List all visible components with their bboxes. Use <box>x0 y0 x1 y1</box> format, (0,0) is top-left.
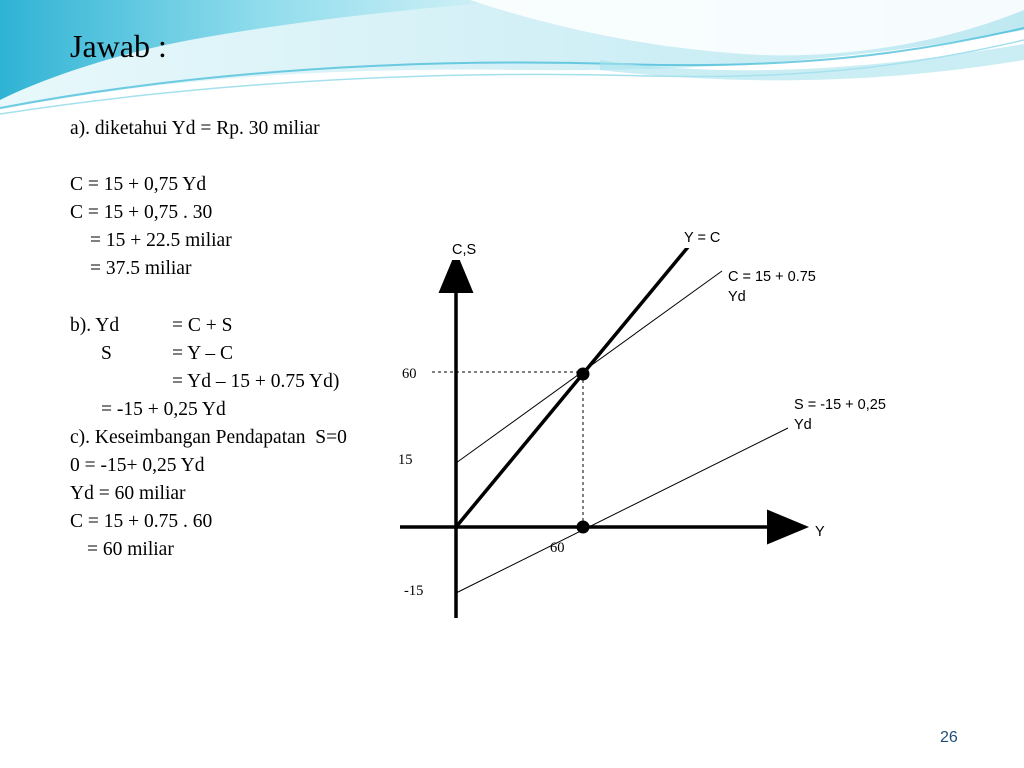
equilibrium-point <box>577 368 590 381</box>
equilibrium-income: Yd = 60 miliar <box>70 483 186 504</box>
slide-title: Jawab : <box>70 28 167 64</box>
line-saving <box>456 428 788 593</box>
page-number: 26 <box>940 729 958 746</box>
equilibrium-consumption: C = 15 + 0.75 . 60 <box>70 511 213 532</box>
line-y-equals-c-label: Y = C <box>684 228 732 248</box>
line-saving-label: S = -15 + 0,25 Yd <box>794 395 928 435</box>
answer-b-left: b). Yd <box>70 315 120 336</box>
tick-x-60: 60 <box>550 540 565 556</box>
answer-a-given: a). diketahui Yd = Rp. 30 miliar <box>70 118 320 139</box>
answer-c-heading: c). Keseimbangan Pendapatan S=0 <box>70 427 347 448</box>
tick-y-neg15: -15 <box>404 583 424 599</box>
line-consumption-label: C = 15 + 0.75 Yd <box>728 267 838 307</box>
consumption-formula: C = 15 + 0,75 Yd <box>70 174 207 195</box>
line-consumption <box>456 271 722 463</box>
saving-formula: = -15 + 0,25 Yd <box>101 399 226 420</box>
answer-b-right: = C + S <box>172 315 233 336</box>
saving-right: = Y – C <box>172 343 234 364</box>
tick-y-60: 60 <box>402 366 417 382</box>
consumption-substitution: C = 15 + 0,75 . 30 <box>70 202 213 223</box>
equilibrium-eq: 0 = -15+ 0,25 Yd <box>70 455 205 476</box>
saving-expand: = Yd – 15 + 0.75 Yd) <box>172 371 340 392</box>
x-axis-label: Y <box>815 522 861 542</box>
saving-zero-point <box>577 521 590 534</box>
line-y-equals-c <box>456 247 688 527</box>
equilibrium-result: = 60 miliar <box>87 539 174 560</box>
consumption-result: = 37.5 miliar <box>90 258 192 279</box>
tick-y-15: 15 <box>398 452 413 468</box>
consumption-step: = 15 + 22.5 miliar <box>90 230 232 251</box>
saving-left: S <box>101 343 112 364</box>
y-axis-label: C,S <box>452 240 510 260</box>
